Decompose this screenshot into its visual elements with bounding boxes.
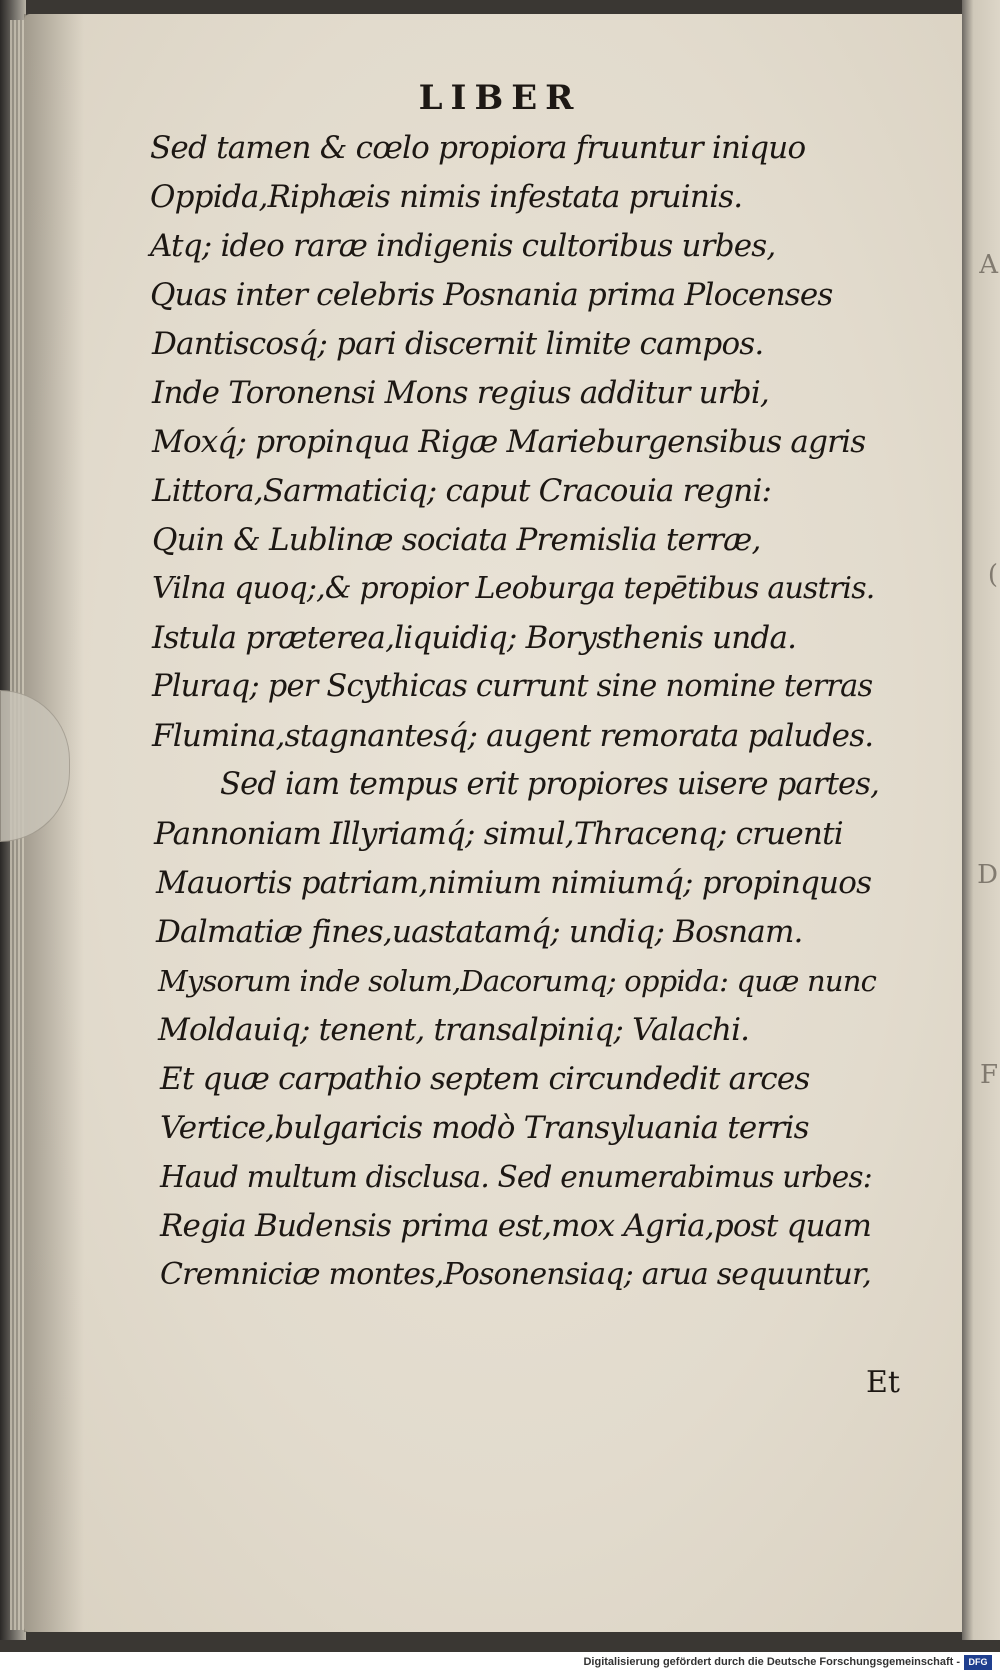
funding-notice: Digitalisierung gefördert durch die Deutsche Forschungsgemeinschaft -	[583, 1656, 960, 1668]
text-line: Vilna quoq;,& propior Leoburga tepētibus austris.	[152, 571, 875, 606]
running-header: LIBER	[418, 78, 582, 118]
text-line: Mauortis patriam,nimium nimiumq́; propinquos	[156, 865, 872, 901]
text-line: Mysorum inde solum,Dacorumq; oppida: quæ nunc	[158, 964, 877, 998]
adjacent-page-fragment: (	[987, 560, 998, 590]
text-line: Istula præterea,liquidiq; Borysthenis unda.	[152, 620, 797, 656]
adjacent-page-fragment: D	[977, 860, 998, 890]
text-line: Regia Budensis prima est,mox Agria,post quam	[160, 1208, 872, 1244]
text-line: Et quæ carpathio septem circundedit arces	[160, 1061, 810, 1097]
text-line: Haud multum disclusa. Sed enumerabimus urbes:	[160, 1160, 872, 1194]
text-line: Sed tamen & cœlo propiora fruuntur iniquo	[150, 130, 806, 166]
text-line: Moxq́; propinqua Rigæ Marieburgensibus agris	[152, 424, 866, 460]
digitization-footer	[0, 1652, 1000, 1676]
text-line: Sed iam tempus erit propiores uisere partes,	[220, 767, 880, 802]
dfg-logo[interactable]: DFG	[964, 1655, 992, 1670]
text-line: Atq; ideo raræ indigenis cultoribus urbes,	[150, 228, 776, 264]
text-line: Pluraq; per Scythicas currunt sine nomine terras	[152, 669, 873, 704]
adjacent-page-fragment: A	[979, 250, 998, 280]
text-line: Pannoniam Illyriamq́; simul,Thracenq; cruenti	[154, 816, 843, 852]
adjacent-page-fragment: F	[979, 1060, 998, 1090]
text-line: Moldauiq; tenent, transalpiniq; Valachi.	[158, 1012, 750, 1048]
text-line: Inde Toronensi Mons regius additur urbi,	[152, 375, 769, 411]
text-line: Quin & Lublinæ sociata Premislia terræ,	[152, 522, 761, 558]
text-line: Cremniciæ montes,Posonensiaq; arua sequuntur,	[160, 1257, 871, 1292]
text-line: Dalmatiæ fines,uastatamq́; undiq; Bosnam.	[156, 914, 803, 950]
text-line: Flumina,stagnantesq́; augent remorata paludes.	[152, 718, 874, 754]
text-line: Dantiscosq́; pari discernit limite campos.	[152, 326, 764, 362]
text-line: Littora,Sarmaticiq; caput Cracouia regni:	[152, 473, 772, 509]
text-line: Oppida,Riphæis nimis infestata pruinis.	[150, 179, 743, 215]
text-line: Vertice,bulgaricis modò Transyluania terris	[160, 1110, 809, 1146]
text-line: Quas inter celebris Posnania prima Plocenses	[150, 277, 833, 313]
catchword: Et	[866, 1365, 900, 1400]
